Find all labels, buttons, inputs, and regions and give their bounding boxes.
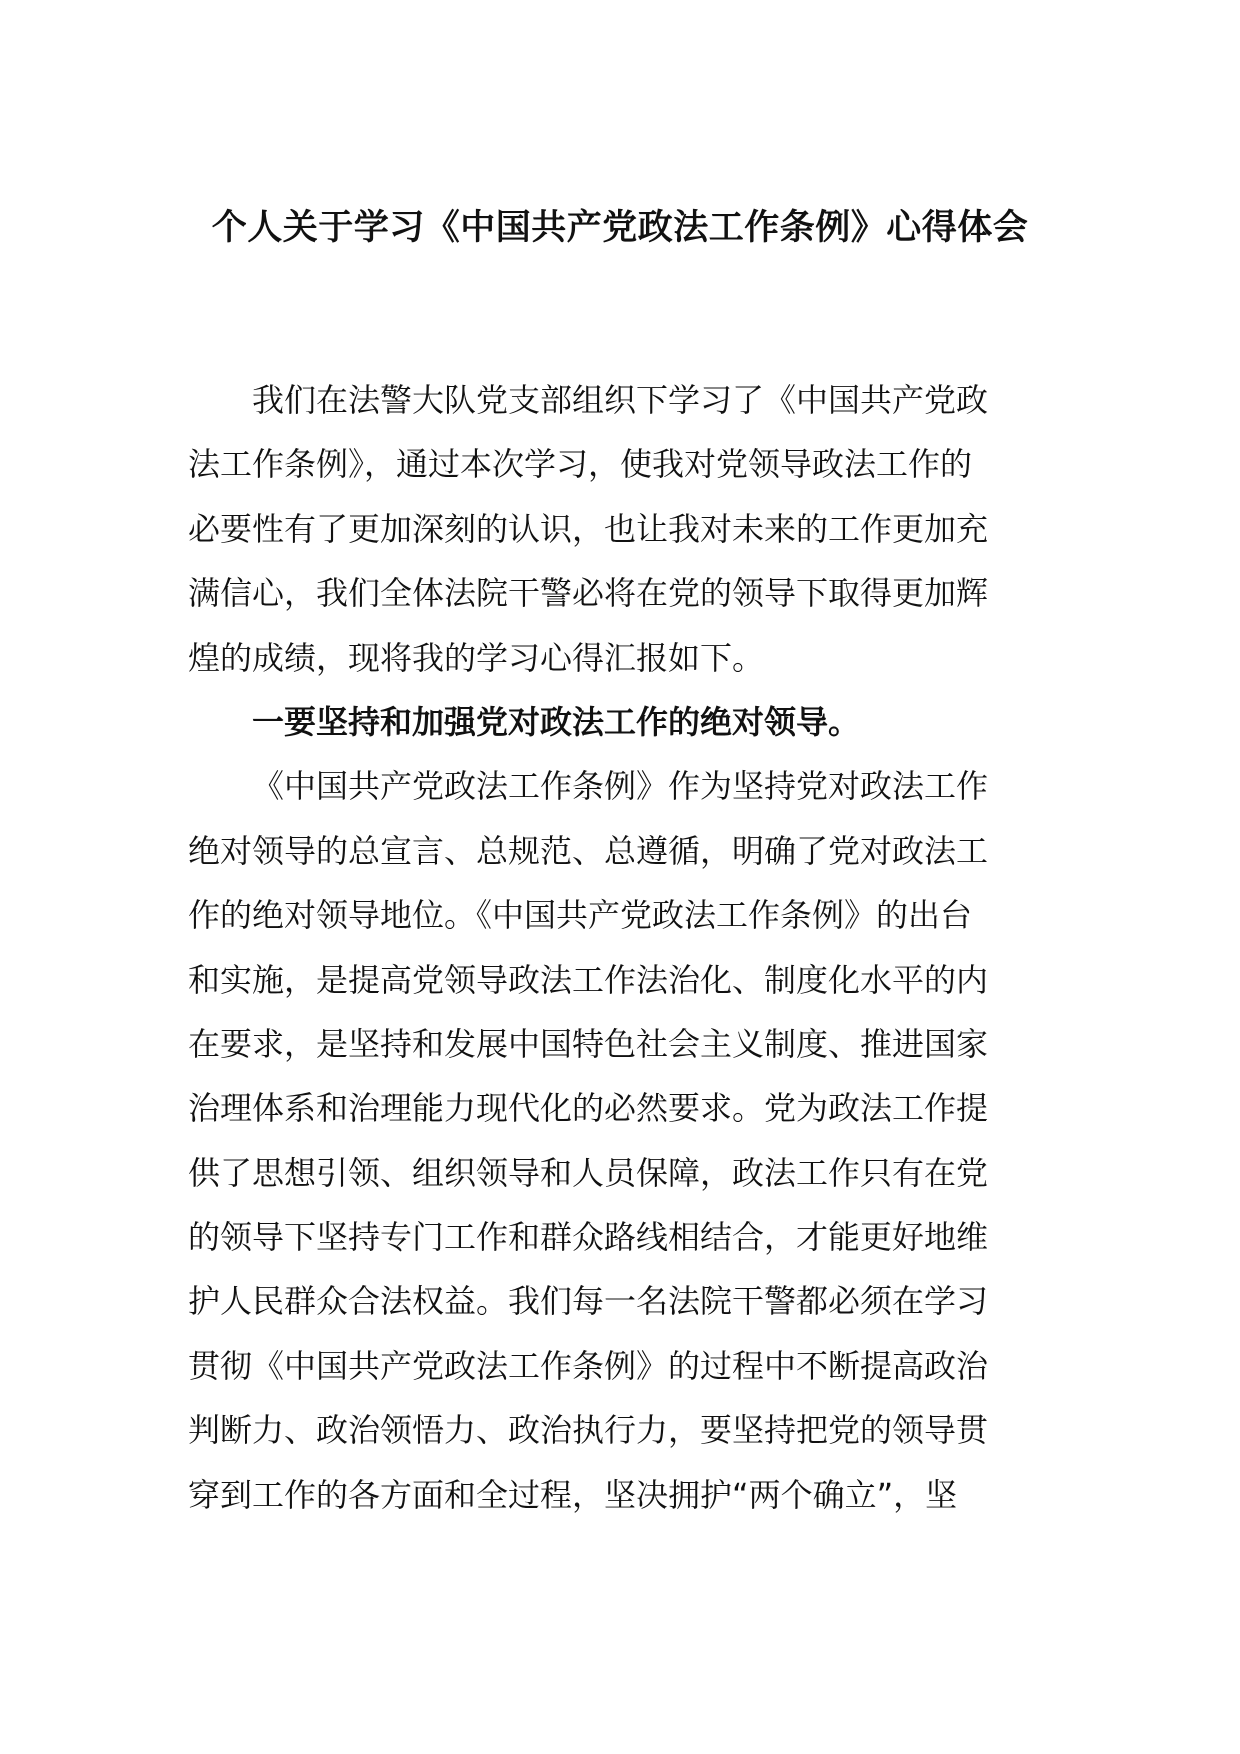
section-line: 穿到工作的各方面和全过程，坚决拥护“两个确立”，坚 [188,1475,958,1514]
intro-line: 我们在法警大队党支部组织下学习了《中国共产党政 [252,381,989,419]
intro-line: 煌的成绩，现将我的学习心得汇报如下。 [188,638,765,677]
section-paragraph [188,754,1052,1527]
document-body [188,368,1052,1527]
section-line: 的领导下坚持专门工作和群众路线相结合，才能更好地维 [188,1218,989,1257]
intro-paragraph [188,368,1052,690]
section-line: 护人民群众合法权益。我们每一名法院干警都必须在学习 [188,1282,989,1321]
section-line: 在要求，是坚持和发展中国特色社会主义制度、推进国家 [188,1024,989,1063]
section-heading [188,690,1052,754]
section-heading-text: 一要坚持和加强党对政法工作的绝对领导。 [252,702,861,741]
intro-line: 满信心，我们全体法院干警必将在党的领导下取得更加辉 [188,574,989,613]
intro-line: 必要性有了更加深刻的认识，也让我对未来的工作更加充 [188,509,989,548]
section-line: 判断力、政治领悟力、政治执行力，要坚持把党的领导贯 [188,1411,989,1450]
section-line: 贯彻《中国共产党政法工作条例》的过程中不断提高政治 [188,1346,989,1385]
section-line: 供了思想引领、组织领导和人员保障，政法工作只有在党 [188,1153,989,1192]
document-title: 个人关于学习《中国共产党政法工作条例》心得体会 [211,208,1029,248]
intro-line: 法工作条例》，通过本次学习，使我对党领导政法工作的 [188,445,973,484]
section-line: 绝对领导的总宣言、总规范、总遵循，明确了党对政法工 [188,831,989,870]
section-line: 《中国共产党政法工作条例》作为坚持党对政法工作 [252,767,989,806]
section-line: 作的绝对领导地位。《中国共产党政法工作条例》的出台 [188,896,973,935]
section-line: 治理体系和治理能力现代化的必然要求。党为政法工作提 [188,1089,989,1128]
section-line: 和实施，是提高党领导政法工作法治化、制度化水平的内 [188,960,989,999]
